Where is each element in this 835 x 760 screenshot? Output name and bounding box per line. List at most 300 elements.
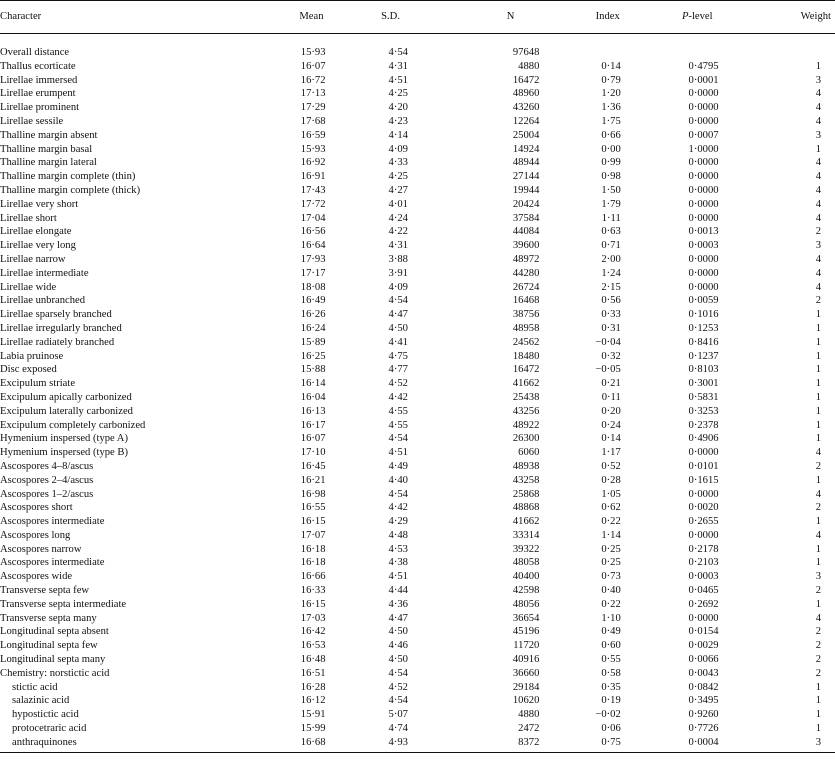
cell-mean: 17·10 [300,447,326,459]
cell-n: 4880 [518,60,540,72]
cell-index: 0·63 [601,226,621,238]
cell-n: 19944 [512,184,540,196]
header-p-italic: P [681,11,689,23]
table-row [0,101,835,115]
cell-n: 4880 [518,709,540,721]
cell-sd: 4·54 [388,295,408,307]
cell-index: 0·73 [601,571,621,583]
table-row [0,584,835,598]
table-row [0,253,835,267]
cell-weight: 1 [815,695,821,707]
header-p-level [622,1,721,34]
cell-mean: 16·13 [300,405,326,417]
cell-weight: 4 [815,447,821,459]
cell-index: 1·79 [601,198,621,210]
cell-character: Lirellae prominent [0,102,80,114]
cell-n: 43258 [512,474,540,486]
cell-p-level: 0·0007 [688,129,719,141]
cell-p-level: 0·2103 [688,557,719,569]
cell-n: 12264 [512,115,540,127]
cell-p-level: 0·0000 [688,281,719,293]
cell-mean: 17·68 [300,115,326,127]
table-row [0,156,835,170]
cell-character: hypostictic acid [12,709,79,721]
cell-mean: 16·68 [250,736,327,752]
cell-p-level: 0·0000 [688,267,719,279]
cell-mean: 17·17 [300,267,326,279]
cell-n: 6060 [518,447,540,459]
cell-p-level: 0·8416 [688,336,719,348]
cell-character: Ascospores long [0,529,71,541]
cell-weight: 4 [815,115,821,127]
spacer-row [0,34,835,47]
table-row [0,87,835,101]
cell-sd: 4·36 [388,598,408,610]
cell-weight: 1 [815,322,821,334]
cell-mean: 16·56 [300,226,326,238]
cell-n: 10620 [512,695,540,707]
cell-sd: 4·33 [388,157,408,169]
cell-p-level: 0·2378 [688,419,719,431]
table-row [0,722,835,736]
cell-n: 41662 [512,516,540,528]
cell-sd: 4·20 [388,102,408,114]
cell-character: Thalline margin basal [0,143,93,155]
cell-mean: 15·99 [300,723,326,735]
cell-sd: 4·50 [388,626,408,638]
cell-mean: 16·07 [300,60,326,72]
cell-p-level: 1·0000 [688,143,719,155]
cell-weight: 1 [815,350,821,362]
cell-n: 44280 [512,267,540,279]
cell-mean: 16·92 [300,157,326,169]
table-row [0,598,835,612]
cell-sd: 4·51 [388,571,408,583]
cell-sd: 4·51 [388,447,408,459]
cell-index: 1·10 [601,612,621,624]
cell-sd: 4·09 [388,143,408,155]
cell-mean: 18·08 [300,281,326,293]
table-row [0,322,835,336]
cell-weight: 1 [815,723,821,735]
cell-sd: 4·54 [388,433,408,445]
cell-character: Lirellae unbranched [0,295,85,307]
table-row [0,74,835,88]
cell-sd: 4·23 [388,115,408,127]
table-row [0,212,835,226]
cell-weight: 1 [815,336,821,348]
cell-p-level: 0·1016 [688,309,719,321]
cell-weight: 2 [815,626,821,638]
cell-n: 48958 [512,322,540,334]
cell-p-level: 0·0842 [688,681,719,693]
cell-n: 16468 [512,295,540,307]
cell-p-level: 0·2692 [688,598,719,610]
table-row [0,653,835,667]
cell-p-level: 0·0000 [688,102,719,114]
cell-character: Longitudinal septa few [0,640,98,652]
cell-n: 16472 [512,364,540,376]
cell-character: Ascospores 4–8/ascus [0,460,94,472]
cell-sd: 5·07 [388,709,408,721]
table-row [0,198,835,212]
cell-weight: 4 [815,253,821,265]
table-row [0,432,835,446]
cell-p-level: 0·0000 [688,88,719,100]
table-row [0,543,835,557]
cell-sd: 4·42 [388,391,408,403]
header-sd: S.D. [327,1,410,34]
cell-character: Chemistry: norstictic acid [0,667,110,679]
cell-mean: 16·42 [300,626,326,638]
table-row [0,667,835,681]
cell-p-level: 0·2655 [688,516,719,528]
table-row [0,694,835,708]
cell-p-level: 0·0000 [688,447,719,459]
cell-p-level: 0·0029 [688,640,719,652]
table-row [0,515,835,529]
cell-character: Lirellae radiately branched [0,336,115,348]
cell-index: 0·25 [601,557,621,569]
table-row [0,184,835,198]
cell-index: 1·17 [601,447,621,459]
cell-character: Thalline margin lateral [0,157,97,169]
cell-character: stictic acid [12,681,58,693]
cell-n: 25438 [512,391,540,403]
cell-n: 48938 [512,460,540,472]
cell-weight: 1 [815,364,821,376]
cell-n: 39600 [512,240,540,252]
cell-sd: 3·88 [388,253,408,265]
cell-mean: 17·72 [300,198,326,210]
cell-p-level: 0·1615 [688,474,719,486]
cell-index: 0·11 [601,391,621,403]
header-character: Character [0,1,250,34]
cell-n: 25868 [512,488,540,500]
cell-character: Lirellae short [0,212,57,224]
cell-index: 0·28 [601,474,621,486]
cell-weight [721,46,835,60]
cell-sd: 4·40 [388,474,408,486]
cell-weight: 2 [815,640,821,652]
cell-sd: 4·29 [388,516,408,528]
cell-n: 48058 [512,557,540,569]
cell-index: −0·05 [595,364,621,376]
cell-mean: 16·59 [300,129,326,141]
cell-index: 0·20 [601,405,621,417]
cell-n: 48056 [512,598,540,610]
table-row [0,129,835,143]
cell-sd: 4·41 [388,336,408,348]
header-mean: Mean [250,1,327,34]
cell-p-level [622,46,721,60]
cell-character: Ascospores 1–2/ascus [0,488,94,500]
cell-character: Lirellae irregularly branched [0,322,122,334]
cell-weight: 4 [815,529,821,541]
cell-p-level: 0·5831 [688,391,719,403]
cell-weight: 4 [815,281,821,293]
cell-character: Labia pruinose [0,350,64,362]
cell-sd: 4·47 [388,612,408,624]
cell-weight: 2 [815,667,821,679]
cell-character: Lirellae narrow [0,253,66,265]
cell-n: 16472 [512,74,540,86]
cell-mean: 16·55 [300,502,326,514]
cell-p-level: 0·1253 [688,322,719,334]
cell-n: 41662 [512,378,540,390]
cell-character: Thalline margin absent [0,129,98,141]
cell-n: 37584 [512,212,540,224]
cell-character: Lirellae sparsely branched [0,309,112,321]
cell-n: 97648 [512,47,540,58]
cell-index: 0·25 [601,543,621,555]
cell-sd: 4·25 [388,171,408,183]
cell-index: 0·32 [601,350,621,362]
cell-mean: 17·04 [300,212,326,224]
cell-index: 0·99 [601,157,621,169]
cell-p-level: 0·2178 [688,543,719,555]
table-row [0,377,835,391]
cell-n: 42598 [512,585,540,597]
cell-sd: 4·54 [388,488,408,500]
cell-character: Thalline margin complete (thin) [0,171,136,183]
cell-sd: 4·53 [388,543,408,555]
cell-sd: 4·55 [388,419,408,431]
cell-weight: 1 [815,474,821,486]
cell-index: 0·22 [601,598,621,610]
cell-mean: 16·26 [300,309,326,321]
cell-mean: 17·93 [300,253,326,265]
cell-character: Excipulum striate [0,378,76,390]
cell-character: Longitudinal septa many [0,654,106,666]
cell-index: 0·40 [601,585,621,597]
cell-sd: 4·48 [388,529,408,541]
cell-p-level: 0·0465 [688,585,719,597]
table-row [0,115,835,129]
cell-index: 0·19 [601,695,621,707]
cell-sd: 4·27 [388,184,408,196]
cell-character: Lirellae erumpent [0,88,76,100]
cell-index: 0·75 [540,736,621,752]
cell-index: 0·52 [601,460,621,472]
table-row [0,529,835,543]
cell-weight: 1 [815,557,821,569]
cell-character: Ascospores narrow [0,543,82,555]
cell-character: protocetraric acid [12,723,87,735]
cell-weight: 1 [815,543,821,555]
cell-character: Longitudinal septa absent [0,626,109,638]
cell-sd: 4·24 [388,212,408,224]
header-weight: Weight [721,1,835,34]
cell-n: 43256 [512,405,540,417]
cell-character: Excipulum apically carbonized [0,391,132,403]
table-row [0,419,835,433]
cell-p-level: 0·0043 [688,667,719,679]
cell-sd: 4·50 [388,322,408,334]
cell-character: salazinic acid [12,695,70,707]
cell-weight: 1 [815,378,821,390]
cell-n: 44084 [512,226,540,238]
cell-index: 0·24 [601,419,621,431]
cell-n: 36660 [512,667,540,679]
cell-mean: 16·51 [300,667,326,679]
cell-sd: 4·31 [388,60,408,72]
cell-mean: 16·15 [300,516,326,528]
cell-mean: 16·14 [300,378,326,390]
cell-n: 45196 [512,626,540,638]
cell-index: 0·66 [601,129,621,141]
cell-p-level: 0·4906 [688,433,719,445]
cell-mean: 17·43 [300,184,326,196]
cell-sd: 4·54 [388,695,408,707]
cell-p-level: 0·0000 [688,157,719,169]
table-row [0,625,835,639]
table-row [0,488,835,502]
cell-weight: 1 [815,433,821,445]
cell-index: 0·35 [601,681,621,693]
table-row [0,556,835,570]
cell-p-level: 0·4795 [688,60,719,72]
cell-weight: 1 [815,60,821,72]
cell-p-level: 0·0101 [688,460,719,472]
cell-character: Lirellae wide [0,281,57,293]
table-row [0,267,835,281]
cell-weight: 4 [815,171,821,183]
cell-sd: 3·91 [388,267,408,279]
cell-weight: 1 [815,516,821,528]
cell-character: Excipulum completely carbonized [0,419,146,431]
cell-sd: 4·14 [388,129,408,141]
cell-character: Transverse septa intermediate [0,598,127,610]
cell-p-level: 0·7726 [688,723,719,735]
cell-weight: 1 [815,309,821,321]
cell-index: 0·00 [601,143,621,155]
cell-character: Ascospores intermediate [0,516,105,528]
cell-weight: 4 [815,102,821,114]
cell-n: 40400 [512,571,540,583]
cell-character: Ascospores 2–4/ascus [0,474,94,486]
cell-p-level: 0·1237 [688,350,719,362]
cell-weight: 4 [815,157,821,169]
cell-p-level: 0·0000 [688,529,719,541]
cell-sd: 4·25 [388,88,408,100]
cell-weight: 1 [815,405,821,417]
cell-index: −0·04 [595,336,621,348]
cell-index: 0·06 [601,723,621,735]
cell-n: 25004 [512,129,540,141]
cell-mean: 16·24 [300,322,326,334]
table-body [0,34,835,753]
table-header [0,1,835,34]
cell-weight: 4 [815,267,821,279]
cell-weight: 2 [815,502,821,514]
table-row [0,294,835,308]
cell-character: Lirellae immersed [0,74,78,86]
cell-mean: 16·12 [300,695,326,707]
cell-index: 1·75 [601,115,621,127]
cell-index: 0·98 [601,171,621,183]
cell-index: 2·15 [601,281,621,293]
cell-p-level: 0·0000 [688,198,719,210]
cell-mean: 16·98 [300,488,326,500]
cell-sd: 4·50 [388,654,408,666]
cell-p-level: 0·0004 [622,736,721,752]
cell-n: 8372 [410,736,540,752]
cell-character: Lirellae intermediate [0,267,89,279]
table-row [0,143,835,157]
cell-index: 1·50 [601,184,621,196]
cell-mean: 15·93 [300,47,326,58]
cell-p-level: 0·3253 [688,405,719,417]
table-row [0,681,835,695]
cell-sd: 4·31 [388,240,408,252]
cell-mean: 16·28 [300,681,326,693]
cell-n: 29184 [512,681,540,693]
cell-sd: 4·55 [388,405,408,417]
header-row [0,1,835,34]
cell-weight: 4 [815,212,821,224]
cell-p-level: 0·0154 [688,626,719,638]
cell-mean: 16·64 [300,240,326,252]
cell-sd: 4·51 [388,74,408,86]
cell-n: 40916 [512,654,540,666]
cell-mean: 16·53 [300,640,326,652]
cell-mean: 16·07 [300,433,326,445]
cell-weight: 2 [815,295,821,307]
cell-sd: 4·77 [388,364,408,376]
cell-character: Hymenium inspersed (type A) [0,433,128,445]
cell-index: 1·24 [601,267,621,279]
cell-weight: 1 [815,143,821,155]
cell-weight: 4 [815,88,821,100]
cell-index: 2·00 [601,253,621,265]
cell-p-level: 0·0000 [688,253,719,265]
cell-p-level: 0·8103 [688,364,719,376]
cell-weight: 4 [815,488,821,500]
table-row [0,639,835,653]
cell-n: 48868 [512,502,540,514]
table-row [0,708,835,722]
cell-sd: 4·01 [388,198,408,210]
cell-mean: 17·29 [300,102,326,114]
cell-sd: 4·54 [388,47,408,58]
table-row [0,308,835,322]
cell-weight: 1 [815,419,821,431]
cell-character: anthraquinones [0,736,250,752]
cell-p-level: 0·3001 [688,378,719,390]
table-row [0,336,835,350]
cell-p-level: 0·0020 [688,502,719,514]
cell-sd: 4·54 [388,667,408,679]
cell-index: 1·14 [601,529,621,541]
header-index: Index [540,1,621,34]
cell-index: 0·14 [601,60,621,72]
cell-sd: 4·52 [388,681,408,693]
table-row [0,474,835,488]
cell-p-level: 0·0000 [688,212,719,224]
cell-weight: 3 [815,240,821,252]
cell-weight: 3 [815,129,821,141]
cell-character: Thallus ecorticate [0,60,76,72]
cell-index: 0·49 [601,626,621,638]
cell-mean: 15·89 [300,336,326,348]
table-row [0,350,835,364]
cell-index: 1·05 [601,488,621,500]
table-row [0,225,835,239]
cell-weight: 4 [815,184,821,196]
cell-index [540,46,621,60]
cell-mean: 16·66 [300,571,326,583]
